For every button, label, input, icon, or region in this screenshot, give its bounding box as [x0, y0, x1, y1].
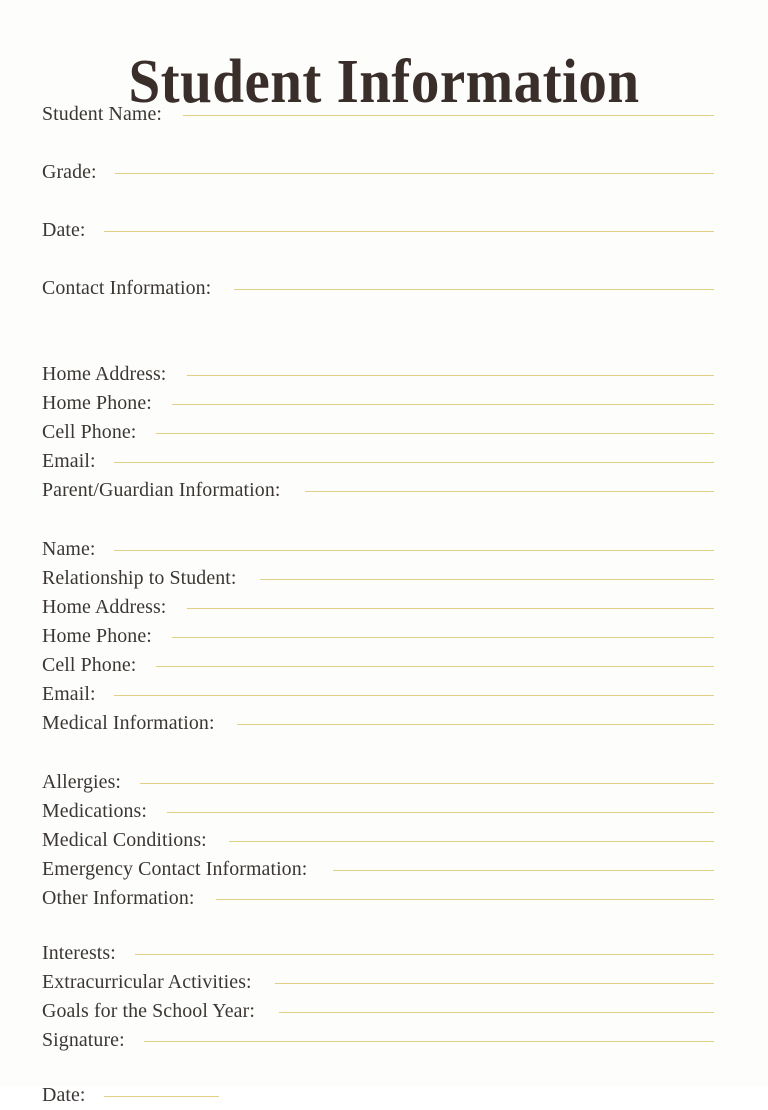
field-row-cell-phone: [42, 651, 714, 680]
form-section-contact-details: [42, 360, 714, 505]
section-spacer: [42, 332, 714, 360]
field-row-medications: [42, 797, 714, 826]
field-row-emergency-contact-information: [42, 855, 714, 884]
field-row-goals-for-the-school-year: [42, 997, 714, 1026]
field-write-in-line[interactable]: [135, 954, 714, 955]
field-row-relationship-to-student: [42, 564, 714, 593]
field-label: Date:: [42, 219, 86, 241]
form-section-student-profile: [42, 939, 714, 1055]
section-spacer: [42, 913, 714, 939]
field-write-in-line[interactable]: [114, 462, 714, 463]
field-label: Cell Phone:: [42, 654, 137, 676]
field-write-in-line[interactable]: [172, 404, 714, 405]
field-write-in-line[interactable]: [229, 841, 714, 842]
field-label: Date:: [42, 1084, 86, 1106]
form-section-top-fields: [42, 100, 714, 303]
field-write-in-line[interactable]: [156, 666, 714, 667]
field-write-in-line[interactable]: [183, 115, 714, 116]
form-fields-container: [42, 100, 714, 1110]
section-spacer: [42, 738, 714, 768]
field-write-in-line[interactable]: [305, 491, 714, 492]
field-write-in-line[interactable]: [114, 550, 714, 551]
field-row-allergies: [42, 768, 714, 797]
field-row-student-name: [42, 100, 714, 129]
field-write-in-line[interactable]: [140, 783, 714, 784]
field-label: Medical Conditions:: [42, 829, 207, 851]
field-write-in-line[interactable]: [187, 375, 714, 376]
field-row-interests: [42, 939, 714, 968]
field-write-in-line[interactable]: [104, 1096, 219, 1097]
field-label: Home Address:: [42, 596, 167, 618]
field-row-medical-information: [42, 709, 714, 738]
field-row-parent-guardian-information: [42, 476, 714, 505]
field-label: Signature:: [42, 1029, 125, 1051]
field-row-home-address: [42, 360, 714, 389]
field-write-in-line[interactable]: [237, 724, 714, 725]
form-section-signature-date: [42, 1081, 714, 1110]
field-label: Contact Information:: [42, 277, 212, 299]
field-label: Interests:: [42, 942, 116, 964]
field-label: Home Address:: [42, 363, 167, 385]
field-row-home-phone: [42, 622, 714, 651]
field-write-in-line[interactable]: [172, 637, 714, 638]
field-row-home-address: [42, 593, 714, 622]
field-row-contact-information: [42, 274, 714, 303]
field-write-in-line[interactable]: [333, 870, 714, 871]
field-row-signature: [42, 1026, 714, 1055]
field-label: Emergency Contact Information:: [42, 858, 308, 880]
field-label: Relationship to Student:: [42, 567, 237, 589]
field-label: Medications:: [42, 800, 147, 822]
field-write-in-line[interactable]: [114, 695, 714, 696]
field-label: Cell Phone:: [42, 421, 137, 443]
field-label: Home Phone:: [42, 392, 152, 414]
field-row-date: [42, 216, 714, 245]
field-write-in-line[interactable]: [156, 433, 714, 434]
field-label: Goals for the School Year:: [42, 1000, 255, 1022]
page-title: Student Information: [128, 47, 640, 116]
field-label: Home Phone:: [42, 625, 152, 647]
field-write-in-line[interactable]: [216, 899, 714, 900]
field-row-name: [42, 535, 714, 564]
field-write-in-line[interactable]: [115, 173, 714, 174]
field-label: Allergies:: [42, 771, 122, 793]
field-write-in-line[interactable]: [279, 1012, 714, 1013]
field-write-in-line[interactable]: [167, 812, 714, 813]
field-write-in-line[interactable]: [275, 983, 714, 984]
field-row-grade: [42, 158, 714, 187]
field-label: Medical Information:: [42, 712, 215, 734]
field-row-cell-phone: [42, 418, 714, 447]
field-row-home-phone: [42, 389, 714, 418]
field-label: Parent/Guardian Information:: [42, 479, 281, 501]
field-write-in-line[interactable]: [260, 579, 714, 580]
field-write-in-line[interactable]: [104, 231, 714, 232]
field-label: Name:: [42, 538, 96, 560]
field-write-in-line[interactable]: [187, 608, 714, 609]
section-spacer: [42, 505, 714, 535]
field-label: Grade:: [42, 161, 97, 183]
field-label: Email:: [42, 450, 96, 472]
field-row-date: [42, 1081, 714, 1110]
field-row-medical-conditions: [42, 826, 714, 855]
field-label: Extracurricular Activities:: [42, 971, 252, 993]
field-write-in-line[interactable]: [234, 289, 715, 290]
field-row-other-information: [42, 884, 714, 913]
field-write-in-line[interactable]: [144, 1041, 714, 1042]
field-row-email: [42, 680, 714, 709]
form-section-medical-details: [42, 768, 714, 913]
form-section-parent-guardian-details: [42, 535, 714, 738]
field-row-extracurricular-activities: [42, 968, 714, 997]
field-label: Student Name:: [42, 103, 163, 125]
field-row-email: [42, 447, 714, 476]
field-label: Email:: [42, 683, 96, 705]
section-spacer: [42, 1055, 714, 1081]
field-label: Other Information:: [42, 887, 195, 909]
